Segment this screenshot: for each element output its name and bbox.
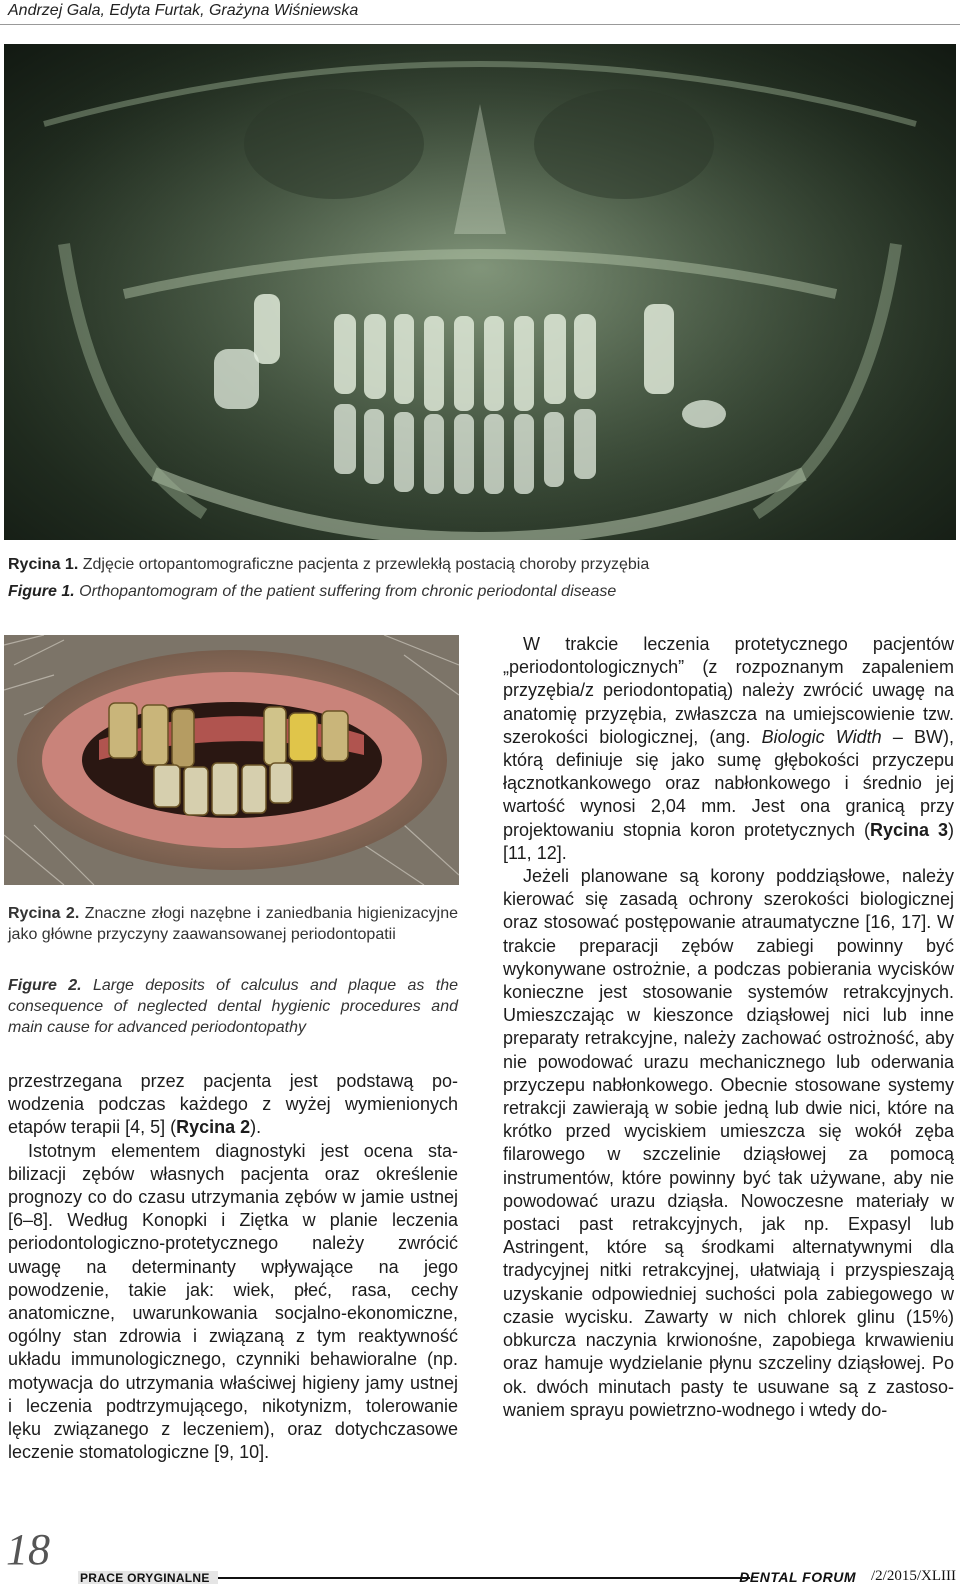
header-divider [0, 24, 960, 25]
figure-2-label-en: Figure 2. [8, 977, 82, 994]
left-body-column [8, 1070, 458, 1464]
figure-1-text-pl: Zdjęcie ortopantomograficzne pacjenta z przewlekłą postacią choroby przyzębia [78, 556, 650, 573]
journal-issue: /2/2015/XLIII [871, 1568, 956, 1584]
left-p1-text: przestrzegana przez pacjenta jest podstawą powodzenia podczas każdego z wyżej wymienionych etapów terapii [4, 5] ( [8, 1071, 458, 1138]
right-paragraph-2: Jeżeli planowane są korony poddziąsłowe, należy kierować się zasadą ochrony szerokości biologicznej oraz stosować postępowanie atraumatyczne [16, 17]. W trakcie preparacji zębów zabiegi powinny być wykonywane ostrożnie, a podczas pobierania wycisków konieczne jest stosowanie systemów retrakcyjnych. Umieszczając w kieszonce dziąsłowej nici lub inne preparaty retrakcyjne, należy zachować ostrożność, aby nie powodować urazu mechanicznego lub oderwania przyczepu nabłonkowego. Obecnie stosowane systemy retrakcji zawierają w sobie jedną lub dwie nici, które na krótko przed wyciskiem umieszcza się wokół zęba filarowego w szczelinie dziąsłowej za pomocą instrumentów, które powinny być tak używane, aby nie powodować urazu dziąsła. Nowoczesne materiały w postaci past retrakcyjnych, jak np. Expasyl lub Astringent, które są środkami alternatywnymi dla tradycyjnej nitki retrakcyjnej, ułatwiają i przyspieszają uzyskanie odpowiedniej suchości pola zabiegowego w czasie wycisku. Zawarty w nich chlorek glinu (15%) obkurcza naczynia krwionośne, zapobiega krwawieniu oraz hamuje wydzielanie płynu szczeliny dziąsłowej. Po ok. dwóch minutach pasty te usuwane są z zastosowaniem sprayu powietrzno-wodnego i wtedy do- [503, 866, 954, 1420]
page-number: 18 [6, 1525, 50, 1574]
left-p1-end: ). [250, 1117, 262, 1138]
right-p1-italic-term: Biologic Width [761, 726, 882, 747]
figure-2-photo [4, 635, 459, 885]
right-p1-figure-ref: Rycina 3 [870, 819, 948, 840]
right-p1-text-c: ) [11, 12]. [503, 819, 954, 863]
left-paragraph-1 [8, 1070, 458, 1140]
right-p1-text-a: W trakcie leczenia protetycznego pacjentów „periodontologicznych” (z rozpoznanym zapaleniem przyzębia/z periodontopatią) należy zwrócić uwagę na anatomię przyzębia, zwłaszcza na umiejscowienie tzw. szerokości biologicznej, (ang. [503, 634, 954, 747]
xray-illustration [4, 44, 956, 540]
figure-2-label-pl: Rycina 2. [8, 905, 80, 922]
figure-1-text-en: Orthopantomogram of the patient suffering from chronic periodontal disease [74, 583, 617, 600]
right-body-column [503, 633, 954, 1422]
figure-1-caption-en [8, 583, 616, 601]
figure-2-caption-en [8, 975, 458, 1038]
left-paragraph-2: Istotnym elementem diagnostyki jest ocena stabilizacji zębów własnych pacjenta oraz określenie prognozy co do czasu utrzymania zębów w jamie ustnej [6–8]. Według Konopki i Ziętka w planie leczenia periodontologiczno-protetycznego należy zwrócić uwagę na determinanty wpływające na jego powodzenie, takie jak: wiek, płeć, rasa, cechy anatomiczne, uwarunkowania socjalno-ekonomiczne, ogólny stan zdrowia i związaną z tym reaktywność układu immunologicznego, czynniki behawioralne (np. motywacja do utrzymania właściwej higieny jamy ustnej i leczenia podtrzymującego, nikotynizm, tolerowanie lęku związanego z leczeniem), oraz dotychczasowe leczenie stomatologiczne [9, 10]. [8, 1140, 458, 1463]
left-p1-figure-ref: Rycina 2 [176, 1117, 251, 1138]
figure-1-orthopantomogram [4, 44, 956, 540]
figure-2-text-pl: Znaczne złogi nazębne i zaniedbania higienizacyjne jako główne przyczyny zaawansowanej periodontopatii [8, 905, 458, 943]
right-p1-text-b: – BW), którą definiuje się jako sumę głębokości przyczepu łącznotkankowego oraz nabłonkowego i średnio jej wartość wynosi 2,04 mm. Jest ona granicą przy projektowaniu stopnia koron protetycznych ( [503, 726, 954, 840]
running-header-authors: Andrzej Gala, Edyta Furtak, Grażyna Wiśniewska [8, 2, 359, 19]
footer-divider [218, 1577, 750, 1579]
figure-2-text-en: Large deposits of calculus and plaque as the consequence of neglected dental hygienic procedures and main cause for advanced periodontopathy [8, 977, 458, 1036]
figure-1-label-en: Figure 1. [8, 583, 75, 600]
figure-1-caption-pl [8, 556, 649, 574]
right-paragraph-1 [503, 633, 954, 865]
journal-name: DENTAL FORUM [739, 1569, 856, 1585]
mouth-photo-illustration [4, 635, 459, 885]
figure-2-caption-pl [8, 903, 458, 945]
section-label: PRACE ORYGINALNE [80, 1571, 210, 1585]
figure-1-label-pl: Rycina 1. [8, 556, 79, 573]
